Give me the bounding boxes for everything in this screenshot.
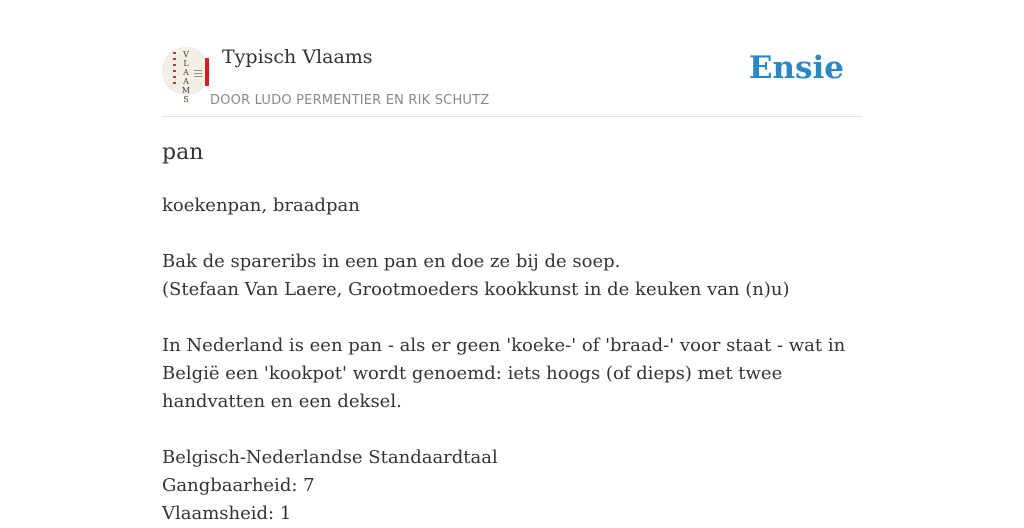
blog-title-link[interactable]: Typisch Vlaams (222, 46, 373, 68)
paragraph-gap (162, 304, 862, 332)
page-container (162, 0, 862, 524)
entry-title: pan (162, 140, 204, 165)
blog-header (162, 0, 862, 117)
entry-example: Bak de spareribs in een pan en doe ze bij de soep. (162, 251, 621, 272)
entry-note: In Nederland is een pan - als er geen 'koeke-' of 'braad-' voor staat - wat in België een 'kookpot' wordt genoemd: iets hoogs (of dieps) met twee handvatten en een deksel. (162, 335, 846, 412)
ensie-logo-link[interactable]: Ensie (748, 50, 844, 86)
avatar-letter: V (183, 50, 189, 59)
avatar-letter: M (181, 86, 191, 95)
avatar-letter: A (183, 68, 189, 77)
blog-avatar[interactable] (162, 47, 210, 104)
entry-vlaamsheid: Vlaamsheid: 1 (162, 503, 292, 524)
paragraph-gap (162, 220, 862, 248)
author-line: DOOR LUDO PERMENTIER EN RIK SCHUTZ (210, 93, 490, 108)
paragraph-gap (162, 416, 862, 444)
entry-gangbaarheid: Gangbaarheid: 7 (162, 475, 315, 496)
avatar-letter: S (183, 95, 189, 104)
avatar-lines-decoration (194, 70, 202, 78)
avatar-dots-decoration (173, 52, 176, 86)
avatar-letters (180, 50, 192, 104)
entry-definition: koekenpan, braadpan (162, 195, 360, 216)
avatar-letter: L (183, 59, 189, 68)
entry-source: (Stefaan Van Laere, Grootmoeders kookkunst in de keuken van (n)u) (162, 279, 790, 300)
entry-category: Belgisch-Nederlandse Standaardtaal (162, 447, 498, 468)
avatar-letter: A (183, 77, 189, 86)
avatar-accent-bar (205, 58, 209, 86)
entry-body (162, 192, 862, 528)
